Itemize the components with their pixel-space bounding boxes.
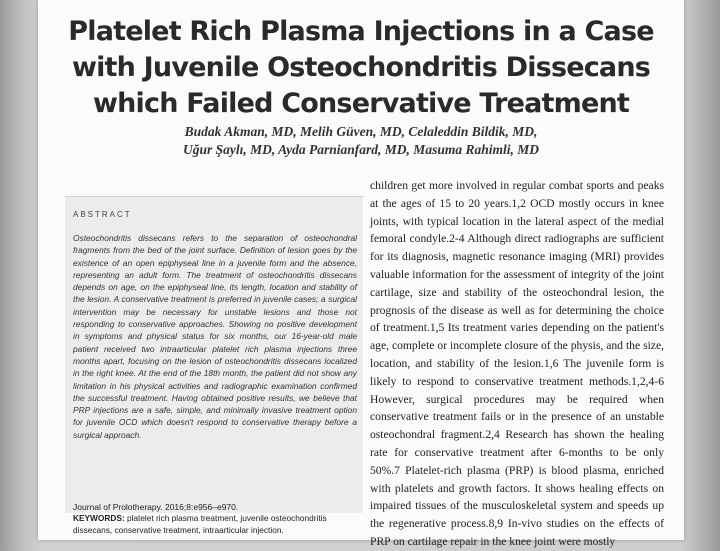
author-list	[38, 123, 684, 159]
abstract-heading: ABSTRACT	[73, 210, 132, 219]
title-line-3: which Failed Conservative Treatment	[92, 88, 630, 119]
body-text-column: children get more involved in regular combat sports and peaks at the ages of 15 to 20 years.1,2 OCD mostly occurs in knee joints, with typical location in the lateral aspect of the medial femoral condyle.2-4 Although direct radiographs are sufficient for its diagnosis, magnetic resonance imaging (MRI) provides valuable information for the assessment of integrity of the joint cartilage, size and stability of the osteochondral lesion, the prognosis of the disease as well as for determining the choice of treatment.1,5 Its treatment varies depending on the patient's age, complete or incomplete closure of the physis, and the size, location, and stability of the lesion.1,6 The juvenile form is likely to respond to conservative treatment methods.1,2,4-6 However, surgical procedures may be required when conservative treatment fails or in the presence of an unstable osteochondral fragment.2,4 Research has shown the healing rate for conservative treatment after 6-months to be only 50%.7 Platelet-rich plasma (PRP) is blood plasma, enriched with platelets and growth factors. It shows healing effects on impaired tissues of the musculoskeletal system and speeds up the regenerative process.8,9 In-vivo studies on the effects of PRP on cartilage repair in the knee joint were mostly	[370, 179, 664, 548]
title-line-2: with Juvenile Osteochondritis Dissecans	[71, 52, 651, 83]
journal-citation: Journal of Prolotherapy. 2016;8:e956–e970.	[73, 502, 239, 512]
authors-line-2: Uğur Şaylı, MD, Ayda Parnianfard, MD, Masuma Rahimli, MD	[183, 142, 539, 157]
authors-line-1: Budak Akman, MD, Melih Güven, MD, Celaleddin Bildik, MD,	[184, 124, 538, 139]
abstract-box	[65, 196, 363, 513]
paper-title	[38, 14, 684, 122]
title-line-1: Platelet Rich Plasma Injections in a Case	[68, 16, 654, 47]
paper-page	[38, 0, 684, 548]
keywords-label: KEYWORDS:	[73, 513, 125, 523]
keywords-text: platelet rich plasma treatment, juvenile osteochondritis dissecans, conservative treatment, intraarticular injection.	[73, 513, 327, 535]
keywords	[73, 513, 363, 536]
abstract-text: Osteochondritis dissecans refers to the separation of osteochondral fragments from the bed of the joint surface. Definition of lesion goes by the existence of an open epiphyseal line in a juvenile form and the absence, representing an adult form. The treatment of osteochondritis dissecans depends on age, on the epiphyseal line, its length, location and stability of the lesion. A conservative treatment is preferred in juvenile cases; a surgical intervention may be necessary for unstable lesions and those not responding to conservative approaches. Showing no positive development in symptoms and physical status for six months, our 16-year-old male patient received two intraarticular platelet rich plasma injections three months apart, focusing on the lesion of osteochondritis dissecans localized in the right knee. At the end of the 18th month, the patient did not show any limitation in his physical activities and radiographic examination confirmed the successful treatment. Having obtained positive results, we believe that PRP injections are a safe, simple, and minimally invasive treatment option for juvenile OCD which doesn't respond to conservative therapy before a surgical approach.	[73, 233, 357, 440]
